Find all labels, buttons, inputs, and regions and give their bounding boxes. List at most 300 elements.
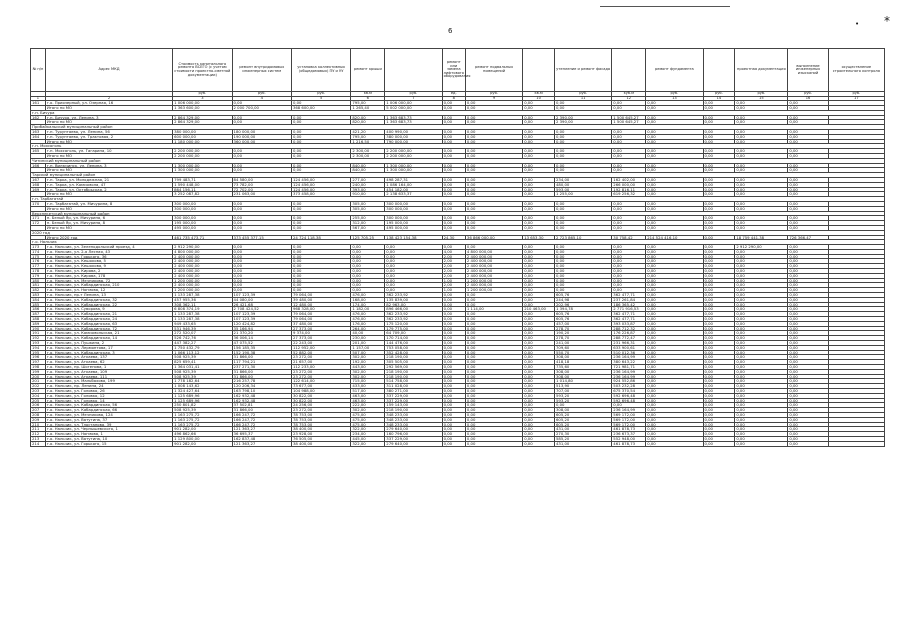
value-cell: 4 800 000,00 xyxy=(465,249,522,254)
address-cell: г.о. Приозерный, ул. Озерная, 16 xyxy=(45,101,172,106)
value-cell: 1 066 113,12 xyxy=(173,350,232,355)
value-cell: 0,00 xyxy=(735,321,788,326)
value-cell: 380 000,00 xyxy=(385,134,442,139)
value-cell: 0,00 xyxy=(703,168,735,173)
value-cell: 0,00 xyxy=(703,321,735,326)
value-cell: 1 006 000,00 xyxy=(385,101,442,106)
value-cell: 0,00 xyxy=(385,249,442,254)
address-cell: г.о. Нальчик, ул. Горького, 36 xyxy=(45,254,172,259)
value-cell: 508 925,39 xyxy=(173,374,232,379)
value-cell: 0,00 xyxy=(703,105,735,110)
value-cell: 0,00 xyxy=(523,436,555,441)
value-cell: 279 640,00 xyxy=(385,427,442,432)
value-cell: 0,00 xyxy=(465,182,522,187)
value-cell: 0,00 xyxy=(646,149,703,154)
value-cell: 0,00 xyxy=(523,365,555,370)
row-number: 183 xyxy=(31,293,46,298)
value-cell: 0,00 xyxy=(646,345,703,350)
value-cell: 0,00 xyxy=(465,427,522,432)
value-cell: 2 300,00 xyxy=(351,149,385,154)
value-cell: 0,00 xyxy=(612,254,646,259)
value-cell: 0,00 xyxy=(232,269,291,274)
value-cell: 0,00 xyxy=(442,345,465,350)
value-cell: 231 063,00 xyxy=(232,192,291,197)
value-cell: 0,00 xyxy=(735,163,788,168)
value-cell: 0,00 xyxy=(523,187,555,192)
unit-header: руб. xyxy=(555,92,612,97)
value-cell: 0,00 xyxy=(442,177,465,182)
value-cell: 0,00 xyxy=(442,365,465,370)
value-cell: 0,00 xyxy=(442,336,465,341)
value-cell: 0,00 xyxy=(735,355,788,360)
value-cell: 0,00 xyxy=(465,422,522,427)
value-cell: 447 382,27 xyxy=(173,341,232,346)
value-cell: 373 455 377,15 xyxy=(232,235,291,240)
column-header xyxy=(385,49,442,92)
index-header: 15 xyxy=(735,96,788,101)
value-cell: 0,00 xyxy=(646,201,703,206)
value-cell: 0,00 xyxy=(788,216,828,221)
value-cell: 1 300 000,00 xyxy=(173,163,232,168)
column-header xyxy=(612,49,646,92)
value-cell: 0,00 xyxy=(442,101,465,106)
address-cell: г.о. Нальчик, ул. Головко, 14 xyxy=(45,398,172,403)
value-cell: 31 866,00 xyxy=(232,355,291,360)
value-cell: 5 002 000,00 xyxy=(385,105,442,110)
group-heading: г.о. Нальчик xyxy=(31,240,885,245)
value-cell: 237 261,84 xyxy=(612,297,646,302)
value-cell: 234,00 xyxy=(351,432,385,437)
value-cell: 236 164,99 xyxy=(612,369,646,374)
row-number: 171 xyxy=(31,216,46,221)
value-cell: 0,00 xyxy=(465,403,522,408)
value-cell: 0,00 xyxy=(523,192,555,197)
value-cell: 0,00 xyxy=(442,331,465,336)
value-cell: 0,00 xyxy=(703,341,735,346)
unit-header: руб. xyxy=(465,92,522,97)
value-cell: 0,00 xyxy=(442,297,465,302)
value-cell: 0,00 xyxy=(555,134,612,139)
value-cell: 0,00 xyxy=(232,163,291,168)
value-cell: 0,00 xyxy=(788,350,828,355)
value-cell: 0,00 xyxy=(291,120,350,125)
value-cell: 218 190,00 xyxy=(385,369,442,374)
address-cell: г.о. Нальчик, пр. Шогенова, 1 xyxy=(45,365,172,370)
value-cell: 0,00 xyxy=(735,403,788,408)
value-cell: 1 363 600,00 xyxy=(173,105,232,110)
unit-header: руб. xyxy=(291,92,350,97)
value-cell: 0,00 xyxy=(788,336,828,341)
column-header: ремонт крыши xyxy=(351,49,385,92)
value-cell: 593,00 xyxy=(555,187,612,192)
value-cell: 0,00 xyxy=(291,259,350,264)
value-cell: 550,70 xyxy=(555,350,612,355)
value-cell: 0,00 xyxy=(735,149,788,154)
value-cell: 0,00 xyxy=(788,149,828,154)
address-cell: г.о. Нальчик, ул. Кабардинская, 210 xyxy=(45,283,172,288)
value-cell: 0,00 xyxy=(442,312,465,317)
value-cell: 0,00 xyxy=(232,264,291,269)
row-number: 206 xyxy=(31,403,46,408)
value-cell: 362 233,92 xyxy=(385,293,442,298)
value-cell: 176,00 xyxy=(351,321,385,326)
value-cell: 901 282,00 xyxy=(173,427,232,432)
value-cell: 0,00 xyxy=(788,355,828,360)
value-cell: 255,00 xyxy=(351,216,385,221)
value-cell: 0,00 xyxy=(291,225,350,230)
row-number: 175 xyxy=(31,254,46,259)
row-number: 165 xyxy=(31,149,46,154)
value-cell: 0,00 xyxy=(465,345,522,350)
value-cell: 0,00 xyxy=(703,369,735,374)
value-cell: 0,00 xyxy=(442,369,465,374)
value-cell: 0,00 xyxy=(442,317,465,322)
value-cell: 0,00 xyxy=(291,249,350,254)
index-header: 9 xyxy=(465,96,522,101)
value-cell: 0,00 xyxy=(703,293,735,298)
value-cell: 0,00 xyxy=(465,221,522,226)
value-cell: 0,00 xyxy=(735,129,788,134)
value-cell: 1 750 432,79 xyxy=(173,345,232,350)
value-cell: 0,00 xyxy=(442,441,465,446)
value-cell: 337 229,00 xyxy=(385,398,442,403)
value-cell: 380 000,00 xyxy=(173,129,232,134)
value-cell: 0,00 xyxy=(788,307,828,312)
value-cell: 2 000 700,00 xyxy=(232,105,291,110)
value-cell: 0,00 xyxy=(291,134,350,139)
value-cell: 476,00 xyxy=(351,293,385,298)
value-cell: 40,00 xyxy=(351,331,385,336)
value-cell: 73 677,00 xyxy=(291,384,350,389)
value-cell: 0,00 xyxy=(735,312,788,317)
address-cell: г.о. Нальчик, ул. Кешокова, 9 xyxy=(45,264,172,269)
value-cell: 2 708 424,52 xyxy=(232,307,291,312)
value-cell: 0,00 xyxy=(703,436,735,441)
value-cell: 0,00 xyxy=(442,139,465,144)
address-cell: Итого по МО xyxy=(45,225,172,230)
value-cell: 1 778 182,64 xyxy=(173,379,232,384)
value-cell: 0,00 xyxy=(523,225,555,230)
value-cell: 230,00 xyxy=(351,336,385,341)
value-cell: 0,00 xyxy=(788,403,828,408)
address-cell: г.о. Нальчик, ул. Кабардинская, 22 xyxy=(45,302,172,307)
value-cell: 0,00 xyxy=(703,374,735,379)
value-cell: 0,00 xyxy=(232,259,291,264)
value-cell: 0,00 xyxy=(465,398,522,403)
value-cell: 0,00 xyxy=(523,115,555,120)
value-cell: 308,00 xyxy=(555,355,612,360)
value-cell: 0,00 xyxy=(646,302,703,307)
value-cell: 1 364 031,41 xyxy=(173,365,232,370)
value-cell: 2 400 000,00 xyxy=(465,269,522,274)
value-cell: 0,00 xyxy=(291,206,350,211)
value-cell: 236 164,99 xyxy=(612,408,646,413)
value-cell: 1 255,00 xyxy=(555,192,612,197)
value-cell: 0,00 xyxy=(465,312,522,317)
value-cell: 0,00 xyxy=(735,341,788,346)
value-cell: 1 133 287,38 xyxy=(173,293,232,298)
value-cell: 0,00 xyxy=(465,350,522,355)
value-cell: 0,00 xyxy=(703,417,735,422)
value-cell: 457,00 xyxy=(555,321,612,326)
value-cell: 162 932,48 xyxy=(232,398,291,403)
value-cell: 308 362,11 xyxy=(173,302,232,307)
unit-header: кв.м xyxy=(351,92,385,97)
value-cell: 175 120,00 xyxy=(385,321,442,326)
value-cell: 0,00 xyxy=(465,245,522,250)
value-cell: 35 166,94 xyxy=(232,326,291,331)
value-cell: 312,00 xyxy=(351,221,385,226)
value-cell: 0,00 xyxy=(735,278,788,283)
value-cell: 0,00 xyxy=(646,417,703,422)
value-cell: 0,00 xyxy=(735,216,788,221)
value-cell: 311 028,00 xyxy=(385,384,442,389)
value-cell: 30 822,00 xyxy=(291,393,350,398)
value-cell: 0,00 xyxy=(703,254,735,259)
value-cell: 300 000,00 xyxy=(173,216,232,221)
value-cell: 0,00 xyxy=(555,269,612,274)
index-header: 16 xyxy=(788,96,828,101)
value-cell: 0,00 xyxy=(465,326,522,331)
value-cell: 0,00 xyxy=(523,403,555,408)
value-cell: 0,00 xyxy=(523,369,555,374)
value-cell: 0,00 xyxy=(465,417,522,422)
address-cell: г.о. Нальчик, ул. Кабардинская, 72 xyxy=(45,326,172,331)
value-cell: 23 272,00 xyxy=(291,369,350,374)
value-cell: 0,00 xyxy=(612,264,646,269)
value-cell: 237 271,30 xyxy=(232,365,291,370)
margin-mark-star: * xyxy=(884,14,890,28)
group-heading: г.п. Бичура xyxy=(31,110,885,115)
value-cell: 0,00 xyxy=(465,302,522,307)
value-cell: 31 866,00 xyxy=(232,374,291,379)
value-cell: 0,00 xyxy=(788,278,828,283)
row-number: 199 xyxy=(31,369,46,374)
value-cell: 0,00 xyxy=(735,302,788,307)
value-cell: 0,00 xyxy=(703,384,735,389)
value-cell: 0,00 xyxy=(703,412,735,417)
value-cell: 0,00 xyxy=(788,297,828,302)
value-cell: 2 912 290,00 xyxy=(173,245,232,250)
value-cell: 0,00 xyxy=(703,235,735,240)
value-cell: 368 600,00 xyxy=(291,105,350,110)
value-cell: 380 271,00 xyxy=(385,389,442,394)
address-cell: г.о. Нальчик, ул. Ватутина, 37 xyxy=(45,417,172,422)
row-number: 174 xyxy=(31,249,46,254)
value-cell: 0,00 xyxy=(442,192,465,197)
value-cell: 0,00 xyxy=(735,427,788,432)
value-cell: 508 925,39 xyxy=(173,355,232,360)
value-cell: 0,00 xyxy=(442,134,465,139)
value-cell: 107 123,39 xyxy=(232,293,291,298)
value-cell: 0,00 xyxy=(523,105,555,110)
value-cell: 24 256,00 xyxy=(291,403,350,408)
value-cell: 302,00 xyxy=(351,374,385,379)
value-cell: 0,00 xyxy=(465,216,522,221)
value-cell: 192 816,11 xyxy=(612,187,646,192)
value-cell: 162 837,48 xyxy=(232,436,291,441)
value-cell: 0,00 xyxy=(442,427,465,432)
value-cell: 0,00 xyxy=(385,254,442,259)
value-cell: 0,00 xyxy=(555,259,612,264)
value-cell: 38 400,00 xyxy=(291,441,350,446)
value-cell: 0,00 xyxy=(646,365,703,370)
value-cell: 362 477,71 xyxy=(612,312,646,317)
value-cell: 715,00 xyxy=(351,379,385,384)
value-cell: 0,00 xyxy=(442,326,465,331)
value-cell: 418,18 xyxy=(555,360,612,365)
value-cell: 0,00 xyxy=(291,283,350,288)
value-cell: 0,00 xyxy=(788,187,828,192)
value-cell: 0,00 xyxy=(735,379,788,384)
value-cell: 0,00 xyxy=(788,441,828,446)
address-cell: г.о. Нальчик, ул. Аткаева, 62 xyxy=(45,360,172,365)
value-cell: 0,00 xyxy=(523,249,555,254)
value-cell: 2 200 000,00 xyxy=(173,149,232,154)
address-cell: Итого по МО xyxy=(45,153,172,158)
address-cell: г.о. Нальчик, ул. Кирова, 178 xyxy=(45,273,172,278)
value-cell: 0,00 xyxy=(703,288,735,293)
value-cell: 0,00 xyxy=(735,273,788,278)
value-cell: 305 505,00 xyxy=(385,360,442,365)
row-number: 196 xyxy=(31,355,46,360)
value-cell: 192,00 xyxy=(351,360,385,365)
value-cell: 0,00 xyxy=(523,360,555,365)
value-cell: 1 125 689,96 xyxy=(173,393,232,398)
value-cell: 1 133 287,38 xyxy=(173,312,232,317)
value-cell: 0,00 xyxy=(291,153,350,158)
value-cell: 0,00 xyxy=(612,269,646,274)
address-cell: г.п. Тарка, ул. Октябрьская, 2 xyxy=(45,187,172,192)
value-cell: 968 328,00 xyxy=(291,307,350,312)
value-cell: 234,00 xyxy=(555,177,612,182)
row-number: 202 xyxy=(31,384,46,389)
value-cell: 0,00 xyxy=(291,139,350,144)
value-cell: 0,00 xyxy=(646,264,703,269)
value-cell: 0,00 xyxy=(523,129,555,134)
value-cell: 0,00 xyxy=(735,398,788,403)
value-cell: 0,00 xyxy=(646,393,703,398)
value-cell: 0,00 xyxy=(646,336,703,341)
value-cell: 0,00 xyxy=(291,269,350,274)
index-header: 3 xyxy=(173,96,232,101)
value-cell: 2 390,00 xyxy=(555,115,612,120)
value-cell: 896 466,00 xyxy=(385,307,442,312)
value-cell: 0,00 xyxy=(465,321,522,326)
group-heading: Тарский муниципальный район xyxy=(31,173,885,178)
unit-header: куб.м xyxy=(612,92,646,97)
address-cell: г.о. Нальчик, ул. Кабардинская, 32 xyxy=(45,297,172,302)
value-cell: 0,00 xyxy=(555,153,612,158)
value-cell: 0,00 xyxy=(646,101,703,106)
value-cell: 0,00 xyxy=(646,187,703,192)
value-cell: 2 912 290,00 xyxy=(735,245,788,250)
value-cell: 0,00 xyxy=(523,288,555,293)
value-cell: 495 000,00 xyxy=(173,225,232,230)
value-cell: 348 233,00 xyxy=(385,412,442,417)
value-cell: 795,00 xyxy=(351,101,385,106)
value-cell: 1 133 287,38 xyxy=(173,317,232,322)
value-cell: 0,00 xyxy=(612,153,646,158)
row-number: 205 xyxy=(31,398,46,403)
value-cell: 0,00 xyxy=(523,393,555,398)
value-cell: 0,00 xyxy=(523,374,555,379)
value-cell: 0,00 xyxy=(291,221,350,226)
value-cell: 0,00 xyxy=(442,216,465,221)
value-cell: 2 300,00 xyxy=(351,153,385,158)
value-cell: 0,00 xyxy=(232,221,291,226)
value-cell: 461 878,73 xyxy=(612,441,646,446)
value-cell: 6 808 374,19 xyxy=(173,307,232,312)
address-cell: г.п. Турунтаево, ул. Трактовая, 2 xyxy=(45,134,172,139)
value-cell: 1 182,00 xyxy=(351,307,385,312)
value-cell: 0,00 xyxy=(523,389,555,394)
value-cell: 0,00 xyxy=(646,216,703,221)
value-cell: 0,00 xyxy=(735,105,788,110)
value-cell: 0,00 xyxy=(555,129,612,134)
value-cell: 0,00 xyxy=(735,182,788,187)
value-cell: 0,00 xyxy=(465,408,522,413)
value-cell: 4 800 000,00 xyxy=(173,249,232,254)
address-cell: г.о. Нальчик, ул. Аткаева, 109 xyxy=(45,369,172,374)
value-cell: 44 080,00 xyxy=(232,297,291,302)
value-cell: 218 190,00 xyxy=(385,408,442,413)
value-cell: 0,00 xyxy=(788,302,828,307)
value-cell: 0,00 xyxy=(646,120,703,125)
value-cell: 1 180 000,00 xyxy=(173,139,232,144)
column-header: ремонт фундамента xyxy=(646,49,703,92)
value-cell: 122 614,00 xyxy=(291,379,350,384)
index-header: 12 xyxy=(612,96,646,101)
value-cell: 0,00 xyxy=(735,365,788,370)
value-cell: 2 400 000,00 xyxy=(465,283,522,288)
value-cell: 39 480,00 xyxy=(291,297,350,302)
value-cell: 9 374,00 xyxy=(291,331,350,336)
value-cell: 337 229,00 xyxy=(385,436,442,441)
value-cell: 250 801,82 xyxy=(173,403,232,408)
value-cell: 0,00 xyxy=(523,245,555,250)
value-cell: 0,00 xyxy=(646,182,703,187)
address-cell: п. Белый Яр, ул. Мичурина, 8 xyxy=(45,221,172,226)
value-cell: 76 505,00 xyxy=(291,436,350,441)
value-cell: 0,00 xyxy=(523,379,555,384)
value-cell: 0,00 xyxy=(523,341,555,346)
value-cell: 300 000,00 xyxy=(385,216,442,221)
value-cell: 476,00 xyxy=(351,317,385,322)
value-cell: 0,00 xyxy=(555,278,612,283)
value-cell: 0,00 xyxy=(703,216,735,221)
row-number: 195 xyxy=(31,350,46,355)
value-cell: 605,76 xyxy=(555,312,612,317)
value-cell: 240,00 xyxy=(351,182,385,187)
value-cell: 0,00 xyxy=(523,163,555,168)
value-cell: 1 500 645,27 xyxy=(612,120,646,125)
value-cell: 600 000,00 xyxy=(173,134,232,139)
value-cell: 496 862,66 xyxy=(173,432,232,437)
value-cell: 0,00 xyxy=(646,249,703,254)
unit-header: руб. xyxy=(385,92,442,97)
value-cell: 0,00 xyxy=(442,120,465,125)
row-number: 193 xyxy=(31,341,46,346)
value-cell: 799 483,71 xyxy=(173,177,232,182)
value-cell: 585,20 xyxy=(555,436,612,441)
value-cell: 0,00 xyxy=(735,408,788,413)
value-cell: 0,00 xyxy=(646,297,703,302)
row-number: 186 xyxy=(31,307,46,312)
address-cell: г.о. Нальчик, ул. Мечникова, 124 xyxy=(45,412,172,417)
value-cell: 0,00 xyxy=(442,206,465,211)
value-cell: 0,00 xyxy=(523,412,555,417)
